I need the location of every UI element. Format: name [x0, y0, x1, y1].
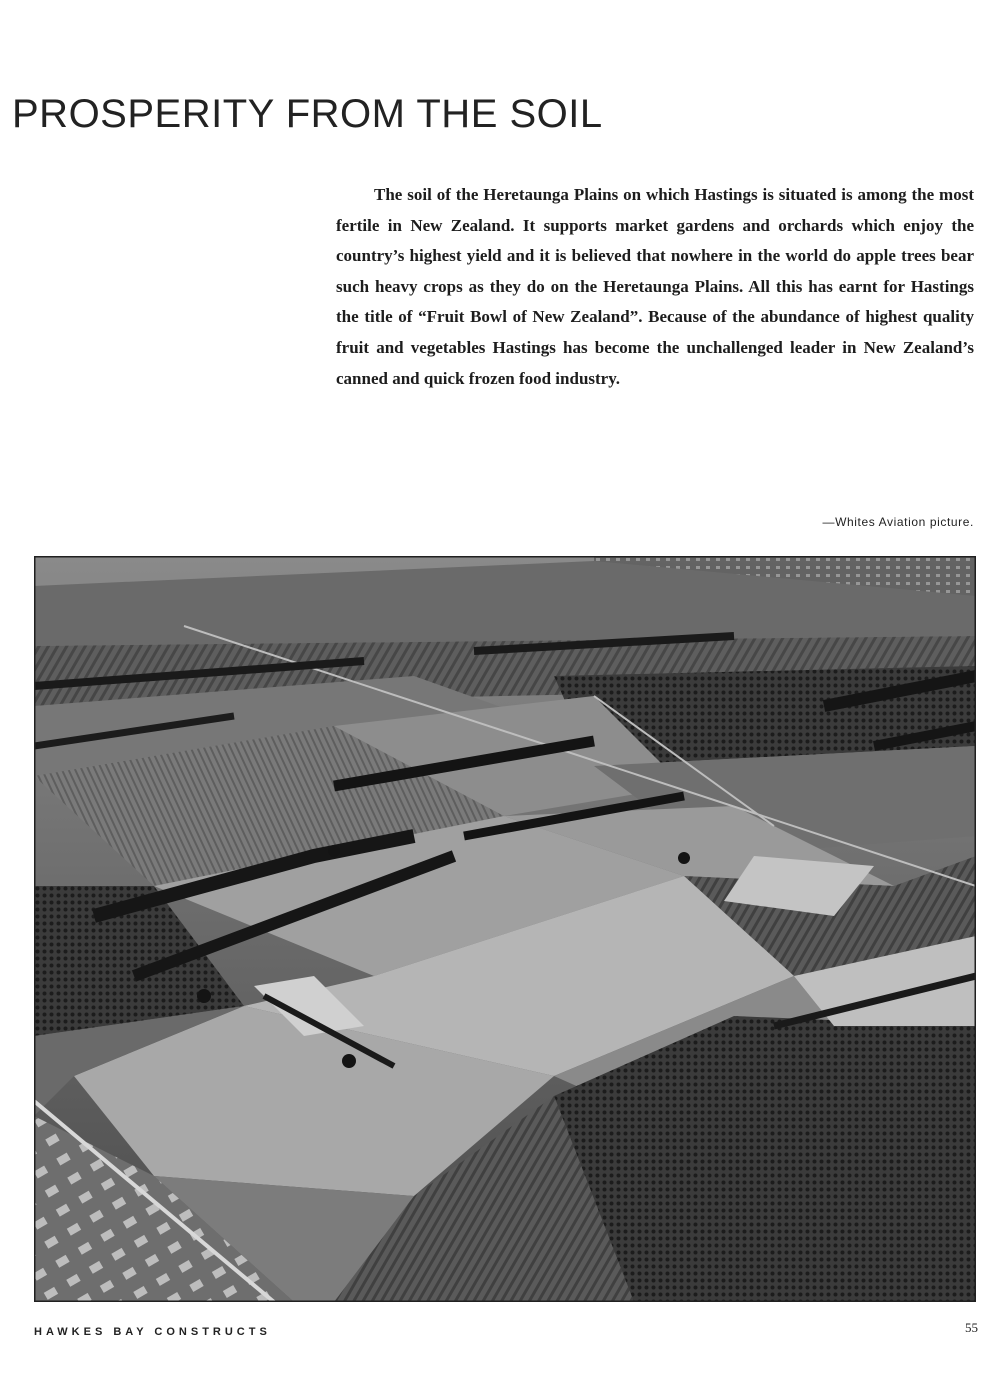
page-number: 55	[965, 1320, 978, 1335]
publication-name: HAWKES BAY CONSTRUCTS	[34, 1326, 271, 1338]
aerial-photograph	[34, 556, 976, 1302]
intro-paragraph: The soil of the Heretaunga Plains on which Hastings is situated is among the most fertile in New Zealand. It supports market gardens and orchards which enjoy the country’s highest yield and it is believed that nowhere in the world do apple trees bear such heavy crops as they do on the Heretaunga Plains. All this has earnt for Hastings the title of “Fruit Bowl of New Zealand”. Because of the abundance of highest quality fruit and vegetables Hastings has become the unchallenged leader in New Zealand’s canned and quick frozen food industry.	[336, 185, 974, 388]
page-title: PROSPERITY FROM THE SOIL	[12, 92, 603, 136]
photo-credit: —Whites Aviation picture.	[822, 515, 974, 529]
